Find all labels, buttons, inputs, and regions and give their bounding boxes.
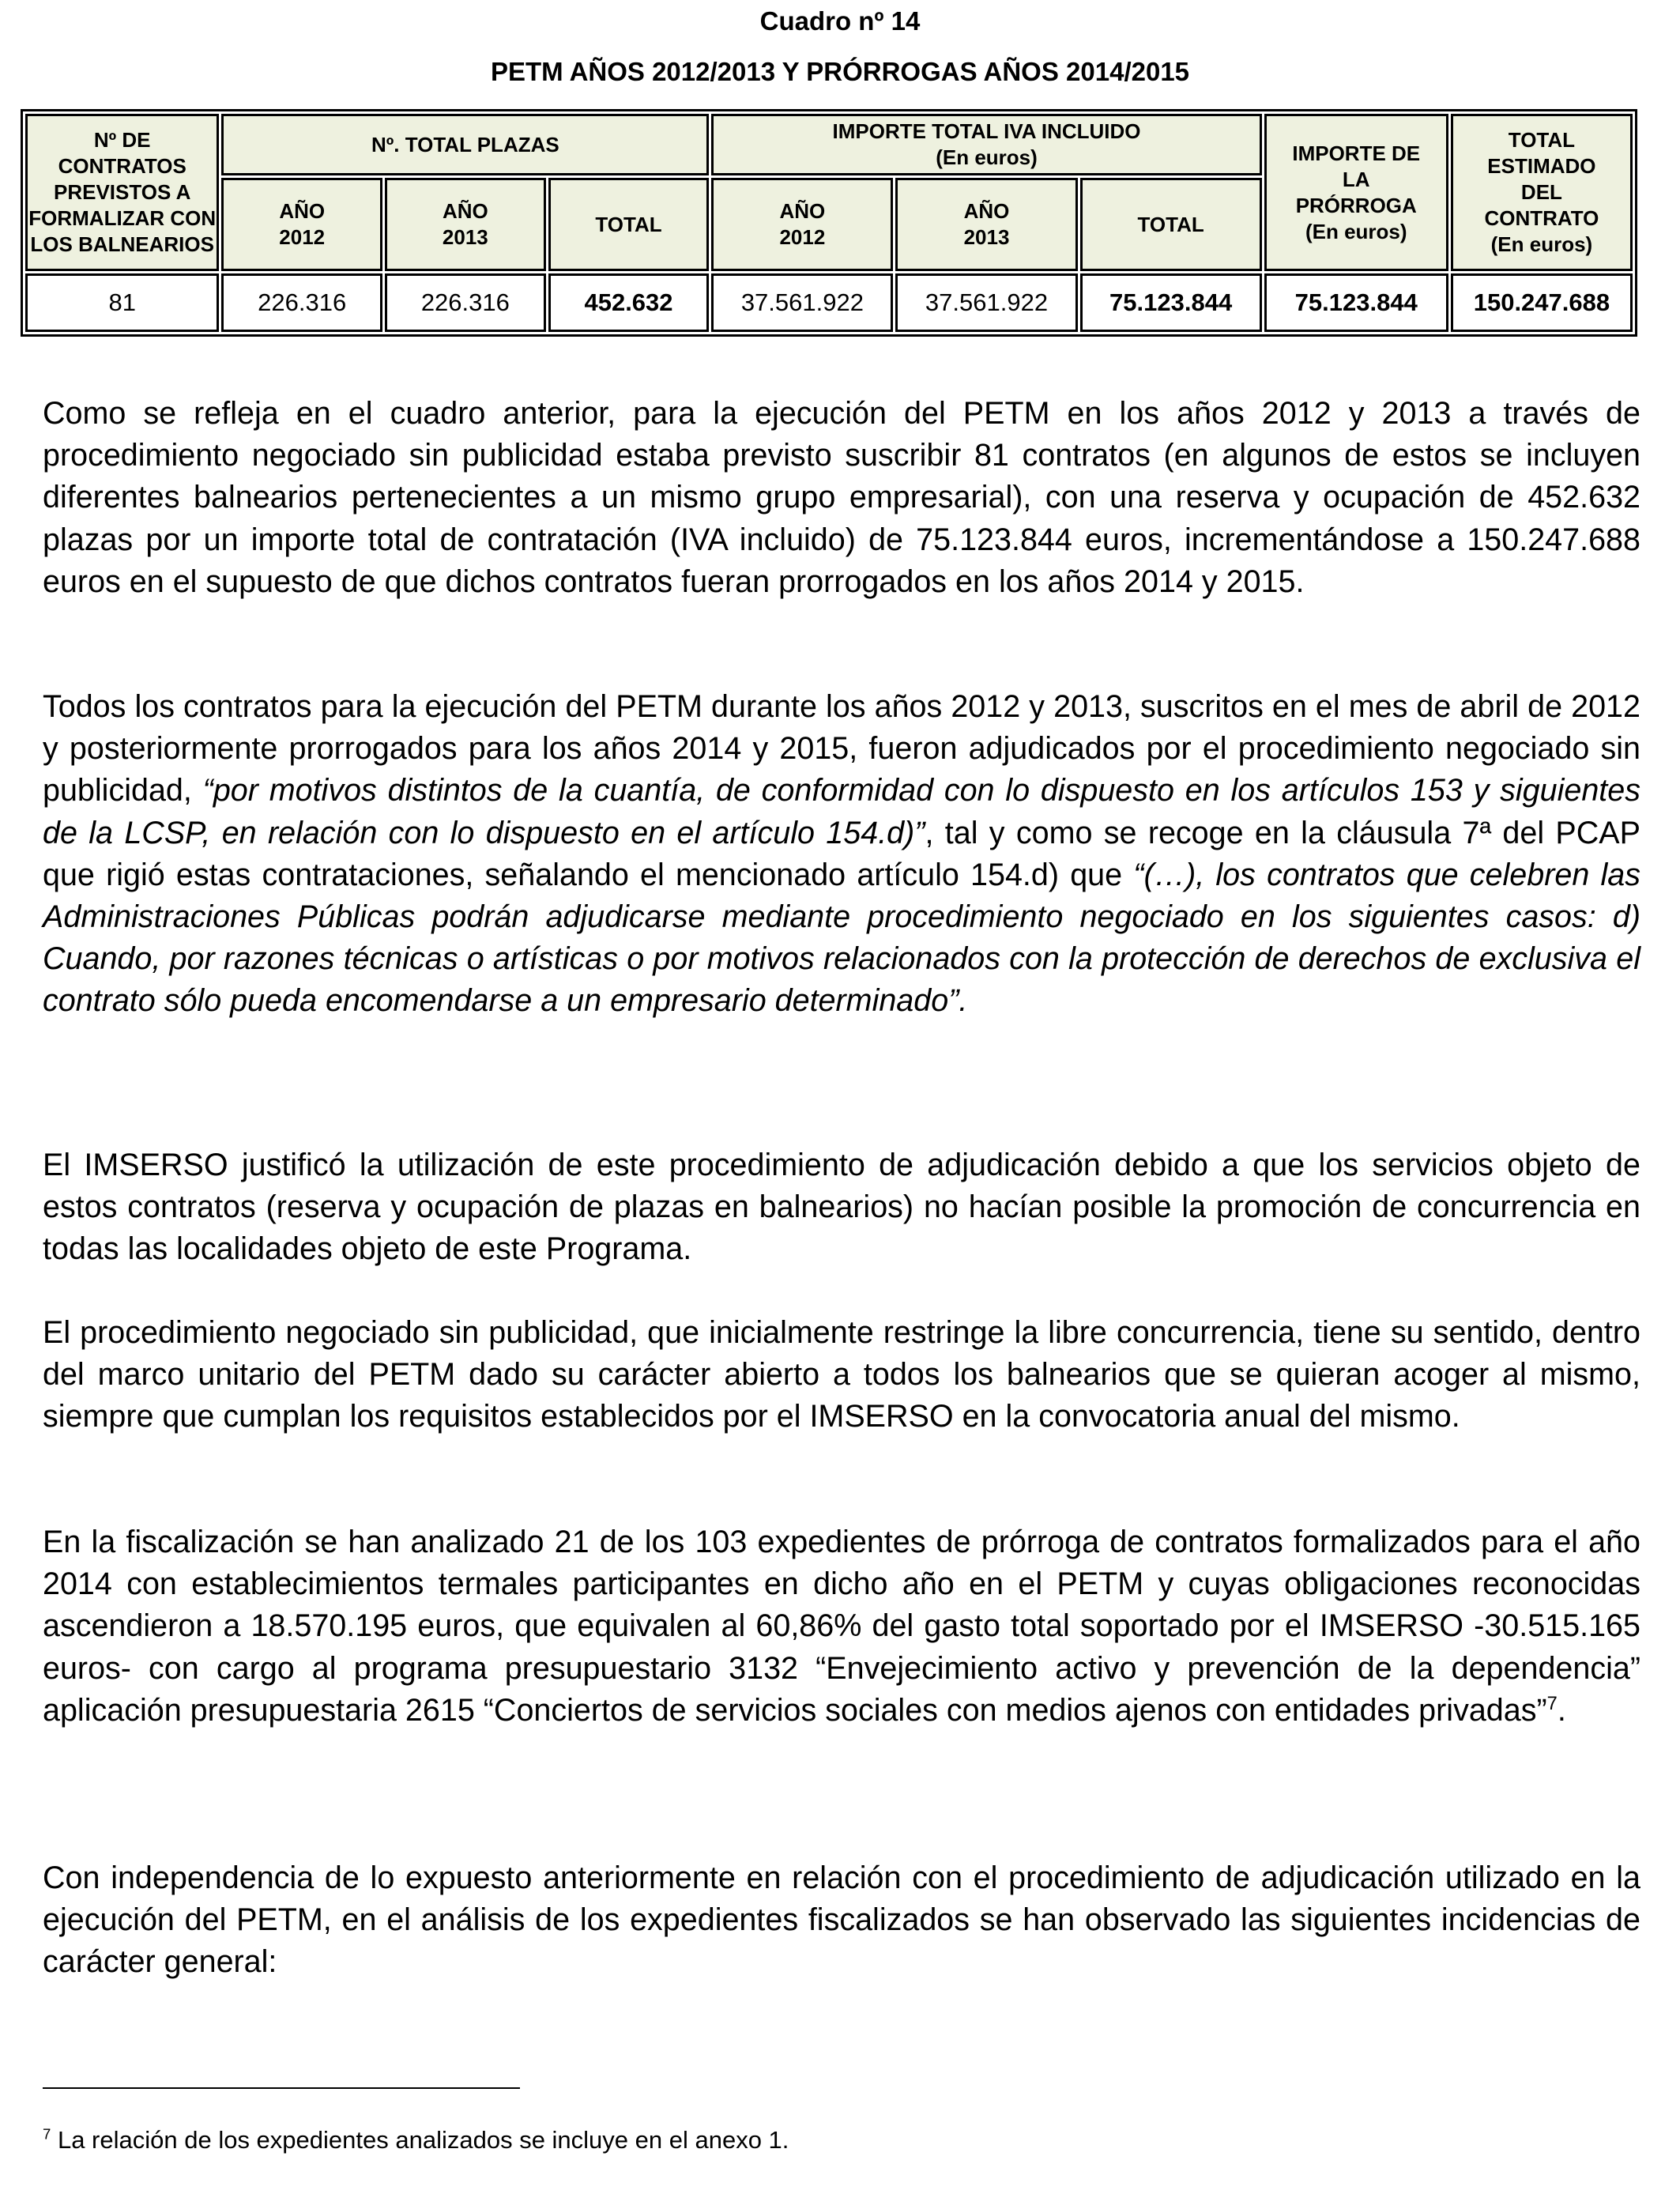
cell-importe-2013: 37.561.922 — [895, 273, 1077, 332]
footnote-reference: 7 — [1546, 1693, 1558, 1714]
cell-plazas-2012: 226.316 — [221, 273, 382, 332]
header-prorroga: IMPORTE DE LA PRÓRROGA (En euros) — [1264, 114, 1448, 271]
header-plazas-2012: AÑO 2012 — [221, 178, 382, 271]
cell-importe-total: 75.123.844 — [1080, 273, 1262, 332]
paragraph-2: Todos los contratos para la ejecución del PETM durante los años 2012 y 2013, suscritos en el mes de abril de 2012 y posteriormente prorrogados para los años 2014 y 2015, fueron adjudicados por el procedimiento negociado sin publicidad, “por motivos distintos de la cuantía, de conformidad con lo dispuesto en los artículos 153 y siguientes de la LCSP, en relación con lo dispuesto en el artículo 154.d)”, tal y como se recoge en la cláusula 7ª del PCAP que rigió estas contrataciones, señalando el mencionado artículo 154.d) que “(…), los contratos que celebren las Administraciones Públicas podrán adjudicarse mediante procedimiento negociado en los siguientes casos: d) Cuando, por razones técnicas o artísticas o por motivos relacionados con la protección de derechos de exclusiva el contrato sólo pueda encomendarse a un empresario determinado”. — [43, 689, 1641, 1019]
header-importe: IMPORTE TOTAL IVA INCLUIDO (En euros) — [711, 114, 1261, 175]
cell-plazas-total: 452.632 — [548, 273, 710, 332]
header-importe-2013: AÑO 2013 — [895, 178, 1077, 271]
header-total-estimado: TOTAL ESTIMADO DEL CONTRATO (En euros) — [1451, 114, 1633, 271]
contracts-table — [21, 109, 1637, 337]
paragraph-3: El IMSERSO justificó la utilización de este procedimiento de adjudicación debido a que los servicios objeto de estos contratos (reserva y ocupación de plazas en balnearios) no hacían posible la promoción de concurrencia en todas las localidades objeto de este Programa. — [43, 1148, 1640, 1267]
cell-plazas-2013: 226.316 — [385, 273, 546, 332]
paragraph-6: Con independencia de lo expuesto anteriormente en relación con el procedimiento de adjudicación utilizado en la ejecución del PETM, en el análisis de los expedientes fiscalizados se han observado las siguientes incidencias de carácter general: — [43, 1860, 1640, 1980]
cell-contratos: 81 — [25, 273, 219, 332]
header-plazas: Nº. TOTAL PLAZAS — [221, 114, 709, 175]
header-importe-2012: AÑO 2012 — [711, 178, 893, 271]
paragraph-1: Como se refleja en el cuadro anterior, para la ejecución del PETM en los años 2012 y 2013 a través de procedimiento negociado sin publicidad estaba previsto suscribir 81 contratos (en algunos de estos se incluyen diferentes balnearios pertenecientes a un mismo grupo empresarial), con una reserva y ocupación de 452.632 plazas por un importe total de contratación (IVA incluido) de 75.123.844 euros, incrementándose a 150.247.688 euros en el supuesto de que dichos contratos fueran prorrogados en los años 2014 y 2015. — [43, 396, 1640, 599]
header-plazas-2013: AÑO 2013 — [385, 178, 546, 271]
table-caption-title: PETM AÑOS 2012/2013 Y PRÓRROGAS AÑOS 2014/2015 — [490, 57, 1190, 86]
footnote: $^7$ La relación de los expedientes analizados se incluye en el anexo 1. — [43, 2125, 789, 2154]
header-plazas-total: TOTAL — [548, 178, 710, 271]
header-importe-total: TOTAL — [1080, 178, 1262, 271]
paragraph-5: En la fiscalización se han analizado 21 de los 103 expedientes de prórroga de contratos formalizados para el año 2014 con establecimientos termales participantes en dicho año en el PETM y cuyas obligaciones reconocidas ascendieron a 18.570.195 euros, que equivalen al 60,86% del gasto total soportado por el IMSERSO -30.515.165 euros- con cargo al programa presupuestario 3132 “Envejecimiento activo y prevención de la dependencia” aplicación presupuestaria 2615 “Conciertos de servicios sociales con medios ajenos con entidades privadas”$^7$. — [43, 1525, 1640, 1728]
header-contratos: Nº DE CONTRATOS PREVISTOS A FORMALIZAR CON LOS BALNEARIOS — [25, 114, 219, 271]
cell-total-estimado: 150.247.688 — [1451, 273, 1633, 332]
paragraph-4: El procedimiento negociado sin publicidad, que inicialmente restringe la libre concurrencia, tiene su sentido, dentro del marco unitario del PETM dado su carácter abierto a todos los balnearios que se quieran acoger al mismo, siempre que cumplan los requisitos establecidos por el IMSERSO en la convocatoria anual del mismo. — [43, 1315, 1640, 1434]
table-caption-number: Cuadro nº 14 — [759, 6, 921, 36]
footnote-separator — [43, 2087, 520, 2089]
cell-prorroga: 75.123.844 — [1264, 273, 1448, 332]
cell-importe-2012: 37.561.922 — [711, 273, 893, 332]
